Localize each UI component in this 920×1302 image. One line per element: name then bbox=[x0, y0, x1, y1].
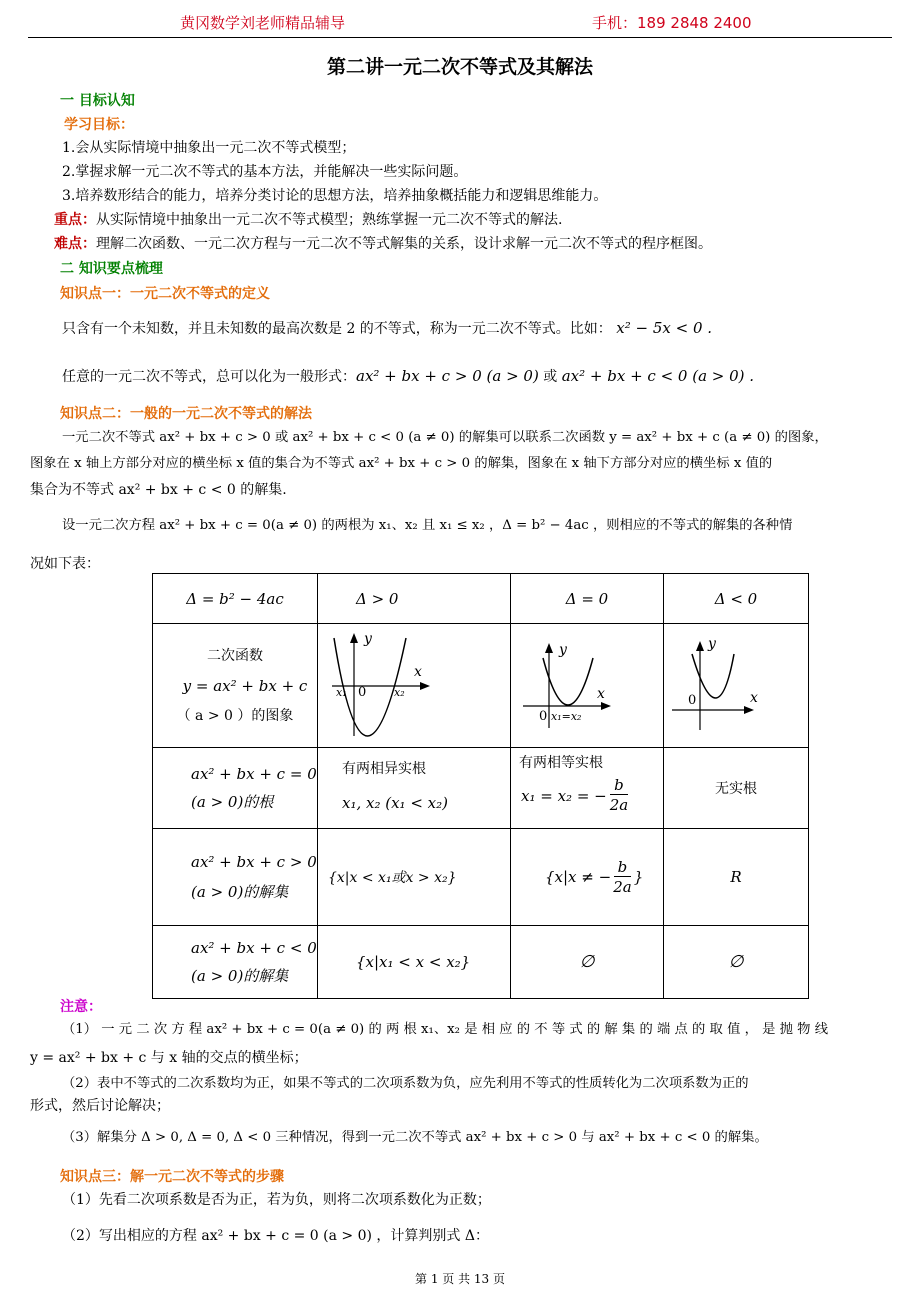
note-3: （3）解集分 Δ > 0, Δ = 0, Δ < 0 三种情况，得到一元二次不等式 ax² + bx + c > 0 与 ax² + bx + c < 0 的解集。 bbox=[62, 1130, 768, 1145]
graph-x1eqx2-label: x₁=x₂ bbox=[551, 710, 582, 723]
header-divider bbox=[28, 37, 892, 38]
gt-equal-cell: {x|x ≠ − $\frac{b}{2a}$ } bbox=[511, 829, 664, 926]
table-row-gt bbox=[153, 829, 809, 926]
graph-y-label: y bbox=[708, 636, 716, 652]
gt-none-cell: R bbox=[664, 829, 809, 926]
parabola-no-root-graph bbox=[664, 624, 808, 743]
note-2b: 形式，然后讨论解决； bbox=[30, 1098, 170, 1114]
graph-zero-label: 0 bbox=[539, 709, 548, 724]
roots-none-cell: 无实根 bbox=[664, 748, 809, 829]
goals-label: 学习目标： bbox=[64, 117, 134, 133]
kp3-step2: （2）写出相应的方程 ax² + bx + c = 0 (a > 0) ，计算判别式 Δ： bbox=[62, 1228, 489, 1244]
kp1-p2-text: 任意的一元二次不等式，总可以化为一般形式： bbox=[62, 369, 356, 385]
graph-x-label: x bbox=[597, 686, 605, 702]
row-label-lt: ax² + bx + c < 0 (a > 0)的解集 bbox=[153, 926, 318, 999]
graph-y-label: y bbox=[364, 631, 372, 647]
header-right: 手机：189 2848 2400 bbox=[592, 14, 752, 32]
solution-table bbox=[152, 573, 809, 999]
table-header-cell: Δ = b² − 4ac bbox=[153, 574, 318, 624]
table-header-cell: Δ > 0 bbox=[318, 574, 511, 624]
header-left: 黄冈数学刘老师精品辅导 bbox=[180, 14, 346, 32]
goal-1: 1.会从实际情境中抽象出一元二次不等式模型； bbox=[62, 140, 356, 156]
kp2-line4: 设一元二次方程 ax² + bx + c = 0(a ≠ 0) 的两根为 x₁、x₂ 且 x₁ ≤ x₂ ，Δ = b² − 4ac ，则相应的不等式的解集的各种情 bbox=[62, 518, 793, 533]
parabola-two-roots-graph bbox=[318, 624, 472, 743]
diff-text: 理解二次函数、一元二次方程与一元二次不等式解集的关系，设计求解一元二次不等式的程序框图。 bbox=[96, 236, 712, 252]
section2-heading: 二 知识要点梳理 bbox=[60, 261, 163, 277]
graph-cell-neg bbox=[664, 624, 809, 748]
section1-heading: 一 目标认知 bbox=[60, 93, 135, 109]
kp3-heading: 知识点三：解一元二次不等式的步骤 bbox=[60, 1169, 284, 1185]
note-2a: （2）表中不等式的二次系数均为正，如果不等式的二次项系数为负，应先利用不等式的性质转化为二次项系数为正的 bbox=[62, 1076, 749, 1091]
kp2-line3: 集合为不等式 ax² + bx + c < 0 的解集. bbox=[30, 482, 287, 498]
kp1-p1-text: 只含有一个未知数，并且未知数的最高次数是 2 的不等式，称为一元二次不等式。比如： bbox=[62, 321, 612, 337]
table-header-cell: Δ = 0 bbox=[511, 574, 664, 624]
table-row-roots bbox=[153, 748, 809, 829]
graph-x1-label: x₁ bbox=[336, 686, 347, 699]
kp2-heading: 知识点二：一般的一元二次不等式的解法 bbox=[60, 406, 312, 422]
key-point bbox=[54, 210, 562, 230]
row-label-gt: ax² + bx + c > 0 (a > 0)的解集 bbox=[153, 829, 318, 926]
graph-zero-label: 0 bbox=[358, 685, 367, 700]
parabola-one-root-graph bbox=[511, 624, 663, 743]
kp2-line2: 图象在 x 轴上方部分对应的横坐标 x 值的集合为不等式 ax² + bx + c > 0 的解集，图象在 x 轴下方部分对应的横坐标 x 值的 bbox=[30, 456, 773, 471]
key-label: 重点： bbox=[54, 212, 96, 228]
note-heading: 注意： bbox=[60, 999, 102, 1015]
kp1-p1 bbox=[62, 318, 712, 339]
table-row-lt bbox=[153, 926, 809, 999]
graph-zero-label: 0 bbox=[688, 693, 697, 708]
graph-cell-zero bbox=[511, 624, 664, 748]
row-label-roots: ax² + bx + c = 0 (a > 0)的根 bbox=[153, 748, 318, 829]
kp2-line5: 况如下表： bbox=[30, 556, 100, 572]
kp2-line1: 一元二次不等式 ax² + bx + c > 0 或 ax² + bx + c < 0 (a ≠ 0) 的解集可以联系二次函数 y = ax² + bx + c (a ≠ 0) 的图象， bbox=[62, 430, 828, 445]
kp1-p2 bbox=[62, 366, 754, 387]
difficulty-point bbox=[54, 234, 712, 254]
table-header-row bbox=[153, 574, 809, 624]
goal-2: 2.掌握求解一元二次不等式的基本方法，并能解决一些实际问题。 bbox=[62, 164, 468, 180]
graph-x-label: x bbox=[750, 690, 758, 706]
row-label-graph: 二次函数 y = ax² + bx + c （ a > 0 ）的图象 bbox=[153, 624, 318, 748]
table-header-cell: Δ < 0 bbox=[664, 574, 809, 624]
kp1-heading: 知识点一：一元二次不等式的定义 bbox=[60, 286, 270, 302]
table-row-graph bbox=[153, 624, 809, 748]
lt-none-cell: ∅ bbox=[664, 926, 809, 999]
key-text: 从实际情境中抽象出一元二次不等式模型；熟练掌握一元二次不等式的解法. bbox=[96, 212, 563, 228]
graph-x-label: x bbox=[414, 664, 422, 680]
gt-two-cell: {x|x < x₁或x > x₂} bbox=[318, 829, 511, 926]
page-title: 第二讲一元二次不等式及其解法 bbox=[326, 56, 593, 78]
lt-equal-cell: ∅ bbox=[511, 926, 664, 999]
roots-two-cell: 有两相异实根 x₁, x₂ (x₁ < x₂) bbox=[318, 748, 511, 829]
note-1a: （1） 一 元 二 次 方 程 ax² + bx + c = 0(a ≠ 0) 的 两 根 x₁、x₂ 是 相 应 的 不 等 式 的 解 集 的 端 点 的 取 值 ， 是 抛 物 线 bbox=[62, 1022, 828, 1037]
diff-label: 难点： bbox=[54, 236, 96, 252]
kp1-p2-or: 或 bbox=[543, 369, 558, 385]
kp1-p1-math: x² − 5x < 0 . bbox=[616, 319, 713, 337]
roots-equal-cell: 有两相等实根 x₁ = x₂ = − $\frac{b}{2a}$ bbox=[511, 748, 664, 829]
goal-3: 3.培养数形结合的能力，培养分类讨论的思想方法，培养抽象概括能力和逻辑思维能力。 bbox=[62, 188, 608, 204]
graph-cell-pos bbox=[318, 624, 511, 748]
note-1b: y = ax² + bx + c 与 x 轴的交点的横坐标； bbox=[30, 1050, 308, 1066]
page-footer: 第 1 页 共 13 页 bbox=[415, 1272, 505, 1286]
kp1-p2-math1: ax² + bx + c > 0 (a > 0) bbox=[356, 367, 539, 385]
kp3-step1: （1）先看二次项系数是否为正，若为负，则将二次项系数化为正数； bbox=[62, 1192, 491, 1208]
lt-two-cell: {x|x₁ < x < x₂} bbox=[318, 926, 511, 999]
graph-y-label: y bbox=[559, 642, 567, 658]
graph-x2-label: x₂ bbox=[394, 686, 405, 699]
kp1-p2-math2: ax² + bx + c < 0 (a > 0) . bbox=[561, 367, 755, 385]
